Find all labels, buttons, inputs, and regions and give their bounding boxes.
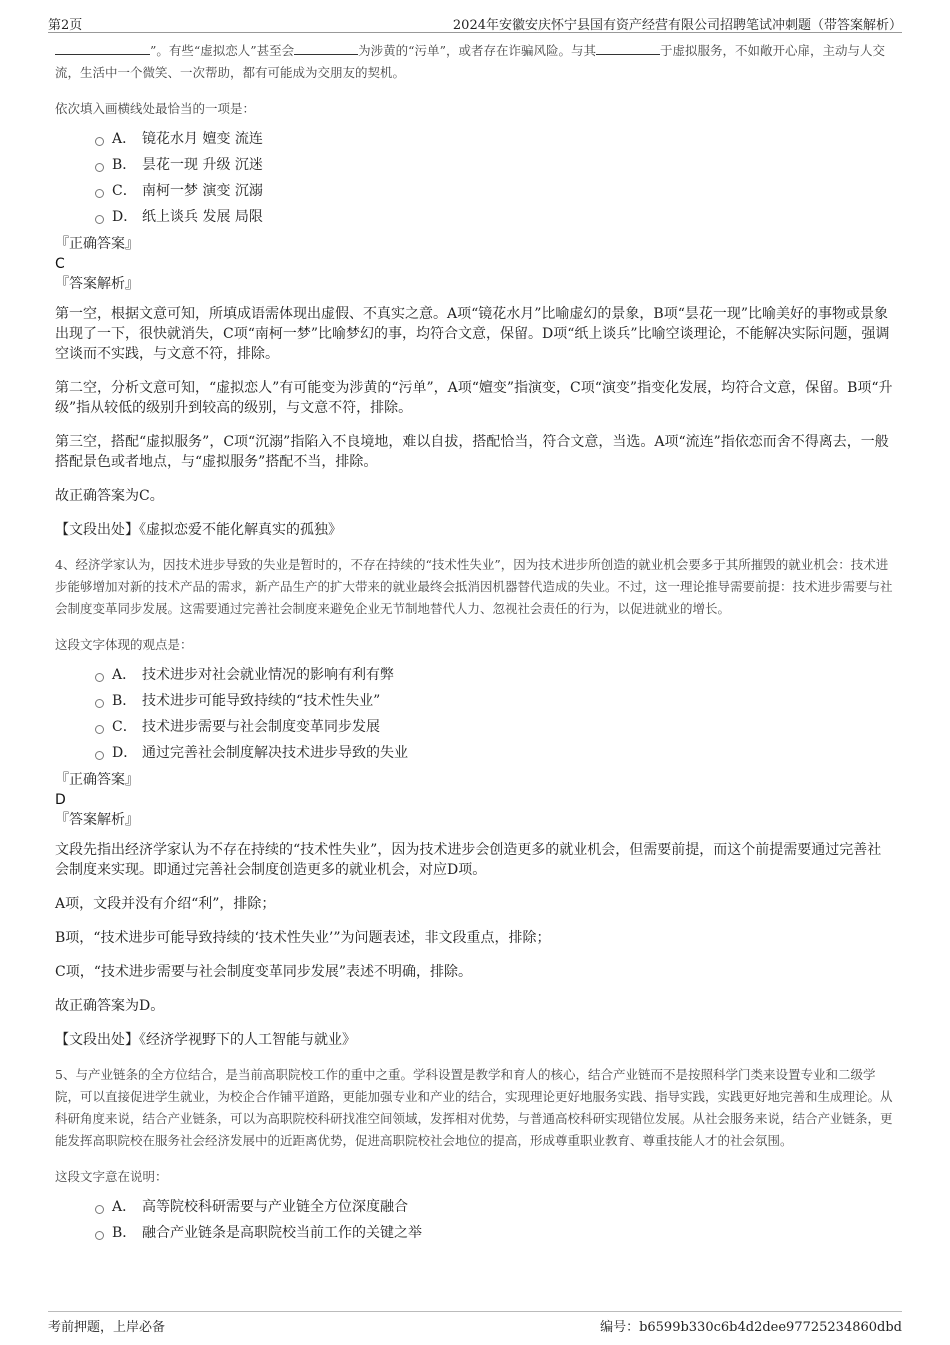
page-footer bbox=[48, 1311, 902, 1334]
question-5-text: 5、与产业链条的全方位结合，是当前高职院校工作的重中之重。学科设置是教学和育人的核心，结合产业链而不是按照科学门类来设置专业和二级学院，可以直接促进学生就业，为校企合作铺平道路，更能加强专业和产业的结合，实现理论更好地服务实践、指导实践，实践更好地完善和生成理论。从科研角度来说，结合产业链条，可以为高职院校科研找准空间领域，发挥相对优势，与普通高校科研实现错位发展。从社会服务来说，结合产业链条，更能发挥高职院校在服务社会经济发展中的近距离优势，促进高职院校社会地位的提高，形成尊重职业教育、尊重技能人才的社会氛围。 bbox=[55, 1067, 893, 1148]
question-4-text: 4、经济学家认为，因技术进步导致的失业是暂时的，不存在持续的“技术性失业”，因为技术进步所创造的就业机会要多于其所摧毁的就业机会：技术进步能够增加对新的技术产品的需求，新产品生产的扩大带来的就业最终会抵消因机器替代造成的失业。不过，这一理论推导需要前提：技术进步需要与社会制度变革同步发展。这需要通过完善社会制度来避免企业无节制地替代人力、忽视社会责任的行为，以促进就业的增长。 bbox=[55, 557, 893, 616]
question-4-options bbox=[95, 662, 895, 766]
question-3-options bbox=[95, 126, 895, 230]
radio-icon[interactable] bbox=[95, 1205, 104, 1214]
footer-slogan: 考前押题，上岸必备 bbox=[48, 1320, 166, 1335]
analysis-label: 『答案解析』 bbox=[55, 812, 139, 828]
analysis-paragraph: C项，“技术进步需要与社会制度变革同步发展”表述不明确，排除。 bbox=[55, 964, 473, 980]
document-id: 编号：b6599b330c6b4d2dee97725234860dbd bbox=[600, 1320, 902, 1335]
radio-icon[interactable] bbox=[95, 1231, 104, 1240]
source-citation: 【文段出处】《经济学视野下的人工智能与就业》 bbox=[55, 1032, 356, 1048]
radio-icon[interactable] bbox=[95, 137, 104, 146]
analysis-paragraph: 故正确答案为C。 bbox=[55, 488, 164, 504]
option-c[interactable]: C． 南柯一梦 演变 沉溺 bbox=[95, 178, 895, 204]
source-citation: 【文段出处】《虚拟恋爱不能化解真实的孤独》 bbox=[55, 522, 342, 538]
question-5-prompt: 这段文字意在说明： bbox=[55, 1169, 168, 1184]
option-c[interactable]: C． 技术进步需要与社会制度变革同步发展 bbox=[95, 714, 895, 740]
analysis-paragraph: B项，“技术进步可能导致持续的‘技术性失业’”为问题表述，非文段重点，排除； bbox=[55, 930, 551, 946]
analysis-paragraph: A项，文段并没有介绍“利”，排除； bbox=[55, 896, 276, 912]
fill-blank bbox=[596, 42, 660, 55]
fill-blank bbox=[55, 42, 150, 55]
radio-icon[interactable] bbox=[95, 699, 104, 708]
option-b[interactable]: B． 融合产业链条是高职院校当前工作的关键之举 bbox=[95, 1220, 895, 1246]
radio-icon[interactable] bbox=[95, 673, 104, 682]
option-a[interactable]: A． 镜花水月 嬗变 流连 bbox=[95, 126, 895, 152]
correct-answer: C bbox=[55, 256, 65, 272]
option-a[interactable]: A． 高等院校科研需要与产业链全方位深度融合 bbox=[95, 1194, 895, 1220]
answer-label: 『正确答案』 bbox=[55, 772, 139, 788]
page-header bbox=[48, 12, 902, 33]
analysis-label: 『答案解析』 bbox=[55, 276, 139, 292]
analysis-paragraph: 故正确答案为D。 bbox=[55, 998, 165, 1014]
document-content bbox=[55, 40, 895, 1250]
analysis-paragraph: 第三空，搭配“虚拟服务”，C项“沉溺”指陷入不良境地，难以自拔，搭配恰当，符合文意，当选。A项“流连”指依恋而舍不得离去，一般搭配景色或者地点，与“虚拟服务”搭配不当，排除。 bbox=[55, 434, 889, 470]
question-4 bbox=[55, 554, 895, 1050]
radio-icon[interactable] bbox=[95, 163, 104, 172]
option-d[interactable]: D． 通过完善社会制度解决技术进步导致的失业 bbox=[95, 740, 895, 766]
radio-icon[interactable] bbox=[95, 215, 104, 224]
option-d[interactable]: D． 纸上谈兵 发展 局限 bbox=[95, 204, 895, 230]
analysis-paragraph: 第二空，分析文意可知，“虚拟恋人”有可能变为涉黄的“污单”，A项“嬗变”指演变，C项“演变”指变化发展，均符合文意，保留。B项“升级”指从较低的级别升到较高的级别，与文意不符，排除。 bbox=[55, 380, 893, 416]
question-5 bbox=[55, 1064, 895, 1246]
radio-icon[interactable] bbox=[95, 725, 104, 734]
document-title: 2024年安徽安庆怀宁县国有资产经营有限公司招聘笔试冲刺题（带答案解析） bbox=[452, 18, 902, 33]
fill-blank bbox=[294, 42, 358, 55]
question-3 bbox=[55, 40, 895, 540]
radio-icon[interactable] bbox=[95, 189, 104, 198]
radio-icon[interactable] bbox=[95, 751, 104, 760]
answer-label: 『正确答案』 bbox=[55, 236, 139, 252]
question-3-text: ”。有些“虚拟恋人”甚至会 为涉黄的“污单”，或者存在诈骗风险。与其 于虚拟服务，不如敞开心扉，主动与人交流，生活中一个微笑、一次帮助，都有可能成为交朋友的契机。 bbox=[55, 43, 885, 80]
option-b[interactable]: B． 昙花一现 升级 沉迷 bbox=[95, 152, 895, 178]
correct-answer: D bbox=[55, 792, 66, 808]
analysis-paragraph: 第一空，根据文意可知，所填成语需体现出虚假、不真实之意。A项“镜花水月”比喻虚幻的景象，B项“昙花一现”比喻美好的事物或景象出现了一下，很快就消失，C项“南柯一梦”比喻梦幻的事，均符合文意，保留。D项“纸上谈兵”比喻空谈理论，不能解决实际问题，强调空谈而不实践，与文意不符，排除。 bbox=[55, 306, 890, 362]
option-a[interactable]: A． 技术进步对社会就业情况的影响有利有弊 bbox=[95, 662, 895, 688]
page-number: 第2页 bbox=[48, 18, 83, 33]
analysis-paragraph: 文段先指出经济学家认为不存在持续的“技术性失业”，因为技术进步会创造更多的就业机会，但需要前提，而这个前提需要通过完善社会制度来实现。即通过完善社会制度创造更多的就业机会，对应D项。 bbox=[55, 842, 882, 878]
option-b[interactable]: B． 技术进步可能导致持续的“技术性失业” bbox=[95, 688, 895, 714]
question-4-prompt: 这段文字体现的观点是： bbox=[55, 637, 193, 652]
question-5-options bbox=[95, 1194, 895, 1246]
question-3-prompt: 依次填入画横线处最恰当的一项是： bbox=[55, 101, 256, 116]
